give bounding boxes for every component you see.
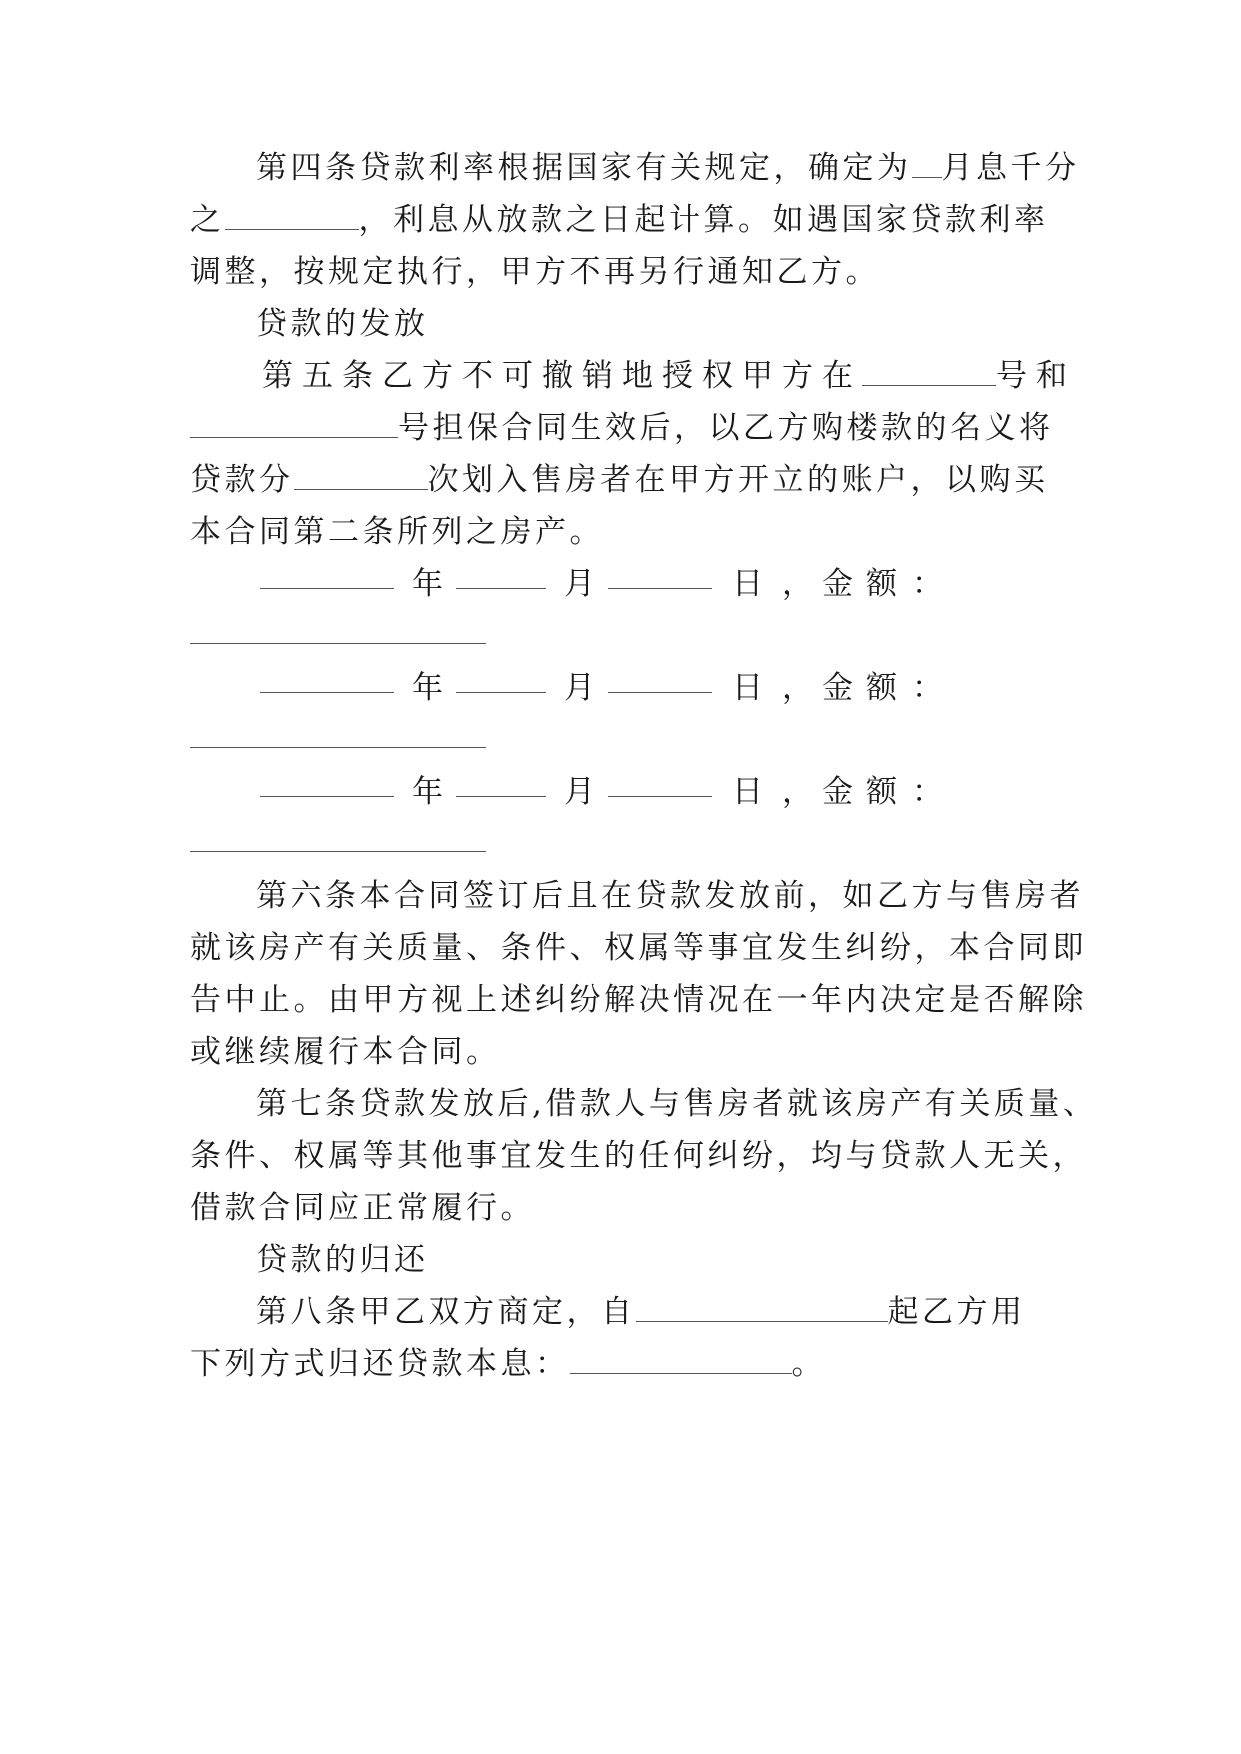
day-blank: [608, 772, 712, 797]
amount-blank: [190, 642, 486, 644]
month-label: 月: [564, 566, 595, 602]
fill-blank: [225, 205, 359, 230]
day-blank: [608, 668, 712, 693]
amount-blank: [190, 746, 486, 748]
article6-line3: 告中止。由甲方视上述纠纷解决情况在一年内决定是否解除: [190, 982, 1087, 1018]
text: 贷款分: [190, 462, 294, 498]
article8-line2: [190, 1344, 1050, 1384]
fill-blank: [912, 153, 942, 178]
text: 第四条贷款利率根据国家有关规定，确定为: [256, 150, 912, 186]
text: 号和: [996, 358, 1076, 394]
amount-label-2: 额: [866, 566, 897, 602]
month-blank: [456, 668, 546, 693]
amount-label-1: 金: [822, 566, 853, 602]
disbursement-row-3: [190, 772, 1050, 812]
article7-line1: 第七条贷款发放后,借款人与售房者就该房产有关质量、: [256, 1086, 1098, 1122]
fill-blank: [862, 361, 996, 386]
text: 之: [190, 202, 225, 238]
article4-line3: 调整，按规定执行，甲方不再另行通知乙方。: [190, 254, 880, 290]
year-blank: [260, 564, 394, 589]
article4-line1: [256, 148, 1080, 188]
colon: ：: [912, 774, 943, 810]
month-label: 月: [564, 774, 595, 810]
text: 次划入售房者在甲方开立的账户，以购买: [427, 462, 1049, 498]
fill-blank: [294, 465, 428, 490]
month-blank: [456, 564, 546, 589]
year-blank: [260, 772, 394, 797]
amount-blank: [190, 850, 486, 852]
year-label: 年: [412, 774, 443, 810]
amount-label-1: 金: [822, 774, 853, 810]
article5-line2: [190, 408, 1054, 448]
fill-blank: [570, 1349, 792, 1374]
section-heading-release: 贷款的发放: [256, 306, 429, 342]
comma: ，: [782, 566, 813, 602]
fill-blank: [190, 413, 398, 438]
comma: ，: [782, 774, 813, 810]
day-label: 日: [732, 774, 763, 810]
article5-line1: [262, 356, 1076, 396]
article4-line2: [190, 200, 1050, 240]
year-label: 年: [412, 670, 443, 706]
article7-line2: 条件、权属等其他事宜发生的任何纠纷，均与贷款人无关，: [190, 1138, 1087, 1174]
article6-line4: 或继续履行本合同。: [190, 1034, 501, 1070]
year-label: 年: [412, 566, 443, 602]
text: ，利息从放款之日起计算。如遇国家贷款利率: [358, 202, 1049, 238]
text: 号担保合同生效后，以乙方购楼款的名义将: [398, 410, 1054, 446]
section-heading-repay: 贷款的归还: [256, 1242, 429, 1278]
day-label: 日: [732, 566, 763, 602]
article5-line4: 本合同第二条所列之房产。: [190, 514, 604, 550]
text: 下列方式归还贷款本息：: [190, 1346, 570, 1382]
text: 。: [791, 1346, 826, 1382]
colon: ：: [912, 670, 943, 706]
article8-line1: [256, 1292, 1050, 1332]
fill-blank: [636, 1297, 888, 1322]
amount-label-2: 额: [866, 670, 897, 706]
month-label: 月: [564, 670, 595, 706]
text: 起乙方用: [887, 1294, 1026, 1330]
article6-line1: 第六条本合同签订后且在贷款发放前，如乙方与售房者: [256, 878, 1084, 914]
day-blank: [608, 564, 712, 589]
article5-line3: [190, 460, 1050, 500]
year-blank: [260, 668, 394, 693]
amount-label-1: 金: [822, 670, 853, 706]
article6-line2: 就该房产有关质量、条件、权属等事宜发生纠纷，本合同即: [190, 930, 1087, 966]
article7-line3: 借款合同应正常履行。: [190, 1190, 535, 1226]
comma: ，: [782, 670, 813, 706]
amount-label-2: 额: [866, 774, 897, 810]
day-label: 日: [732, 670, 763, 706]
month-blank: [456, 772, 546, 797]
disbursement-row-2: [190, 668, 1050, 708]
text: 第五条乙方不可撤销地授权甲方在: [262, 358, 862, 394]
colon: ：: [912, 566, 943, 602]
text: 月息千分: [941, 150, 1080, 186]
disbursement-row-1: [190, 564, 1050, 604]
text: 第八条甲乙双方商定，自: [256, 1294, 636, 1330]
